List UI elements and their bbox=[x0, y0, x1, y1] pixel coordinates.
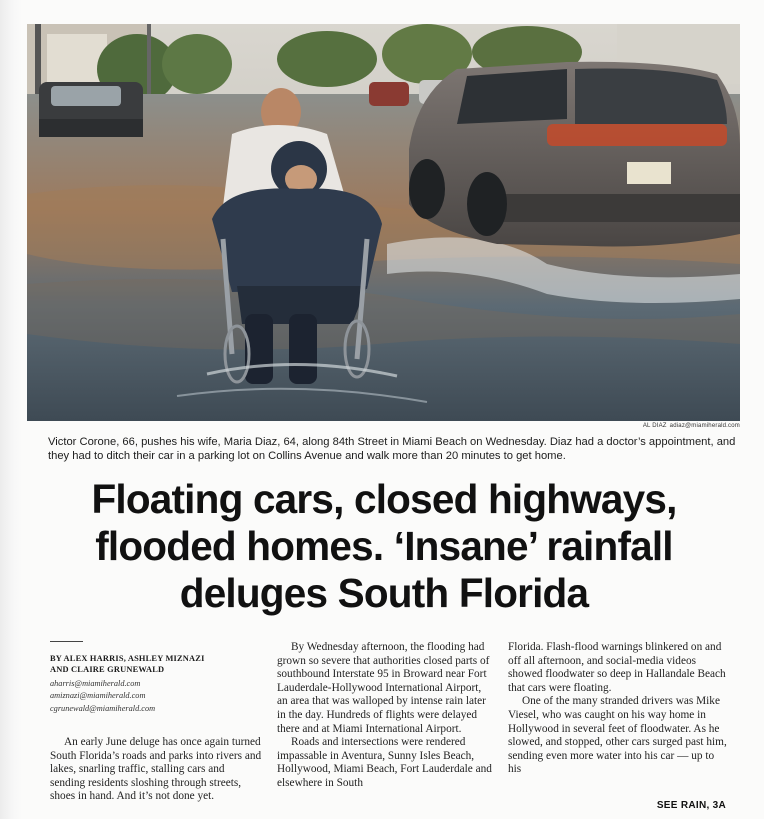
article-column-2 bbox=[277, 641, 493, 791]
article-paragraph: By Wednesday afternoon, the flooding had grown so severe that authorities closed parts of southbound Interstate 95 in Broward near Fort Lauderdale-Hollywood International Airport, an area that was walloped by intense rain later in the day. Hundreds of flights were delayed there and at Miami International Airport. bbox=[277, 641, 490, 735]
author-email[interactable]: aharris@miamiherald.com bbox=[50, 679, 141, 688]
headline-line-2: flooded homes. ‘Insane’ rainfall bbox=[95, 523, 673, 569]
headline-line-1: Floating cars, closed highways, bbox=[91, 476, 677, 522]
author-emails bbox=[50, 678, 220, 715]
byline: BY ALEX HARRIS, ASHLEY MIZNAZI AND CLAIRE GRUNEWALD bbox=[50, 654, 205, 674]
headline-line-3: deluges South Florida bbox=[179, 570, 589, 616]
photo-credit-email: adiaz@miamiherald.com bbox=[669, 423, 740, 429]
article-paragraph: An early June deluge has once again turned South Florida’s roads and parks into rivers and lakes, snarling traffic, stalling cars and sending residents sloshing through streets, shoes in hand. And it’s not done yet. bbox=[50, 736, 262, 803]
flood-street-photo bbox=[27, 24, 740, 421]
page-edge-shadow bbox=[0, 0, 22, 819]
photo-credit-name: AL DIAZ bbox=[642, 423, 667, 429]
byline-rule bbox=[50, 641, 83, 642]
article-paragraph: Roads and intersections were rendered impassable in Aventura, Sunny Isles Beach, Hollywood, Miami Beach, Fort Lauderdale and elsewhere in South bbox=[277, 736, 492, 789]
lead-photo bbox=[27, 24, 740, 421]
article-column-1 bbox=[50, 736, 262, 804]
photo-credit bbox=[27, 423, 740, 429]
article-paragraph: Florida. Flash-flood warnings blinkered on and off all afternoon, and social-media videos showed floodwater so deep in Hallandale Beach that cars were floating. bbox=[508, 641, 726, 694]
author-email[interactable]: cgrunewald@miamiherald.com bbox=[50, 703, 156, 713]
article-column-3 bbox=[508, 641, 729, 777]
jump-link[interactable]: SEE RAIN, 3A bbox=[656, 800, 726, 811]
article-paragraph: One of the many stranded drivers was Mike Viesel, who was caught on his way home in Hollywood in several feet of floodwater. As he slowed, and stopped, other cars surged past him, sending even more water into his car — up to his bbox=[508, 695, 727, 776]
author-email[interactable]: amiznazi@miamiherald.com bbox=[50, 691, 146, 701]
photo-caption: Victor Corone, 66, pushes his wife, Maria Diaz, 64, along 84th Street in Miami Beach on Wednesday. Diaz had a doctor’s appointment, and they had to ditch their car in a parking lot on Collins Avenue and walk more than 20 minutes to get home. bbox=[48, 436, 736, 463]
headline bbox=[40, 476, 728, 617]
